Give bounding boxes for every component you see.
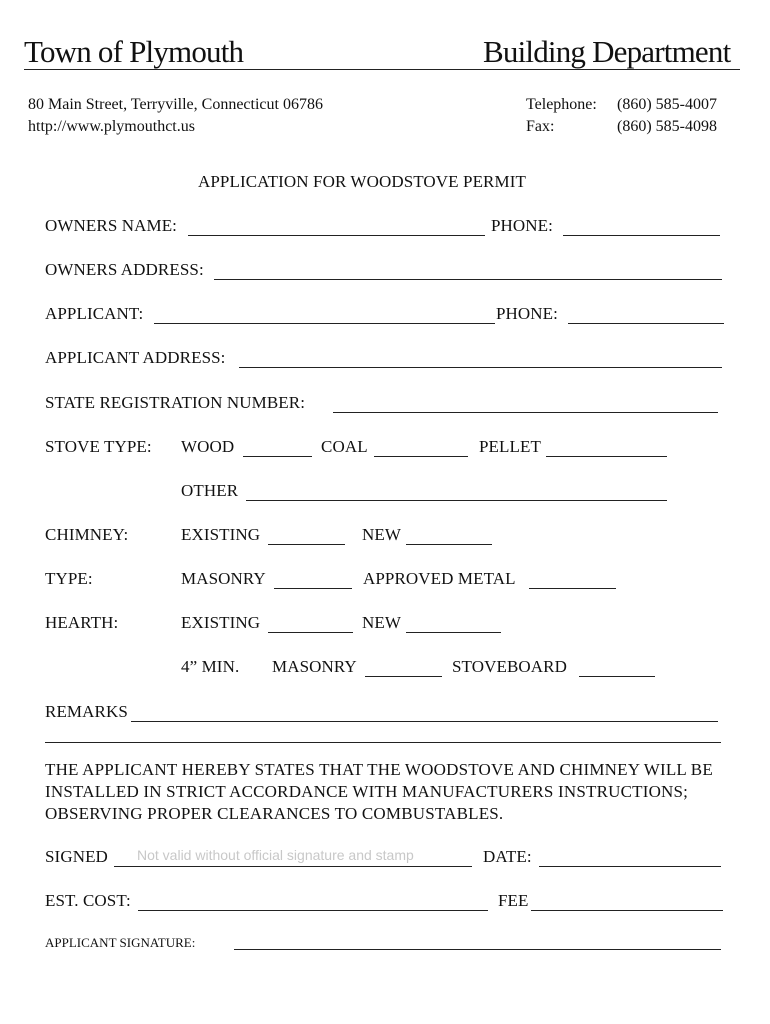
telephone-label: Telephone: (526, 96, 597, 113)
owners-address-label: OWNERS ADDRESS: (45, 260, 204, 279)
owners-name-label: OWNERS NAME: (45, 216, 178, 235)
hearth-existing-field[interactable] (268, 632, 353, 633)
fax-label: Fax: (526, 118, 555, 135)
remarks-field-line-1[interactable] (131, 721, 718, 722)
owner-phone-field[interactable] (563, 235, 720, 236)
town-address: 80 Main Street, Terryville, Connecticut 06786 (28, 96, 323, 113)
coal-field[interactable] (374, 456, 468, 457)
remarks-field-line-2[interactable] (45, 742, 721, 743)
date-field[interactable] (539, 866, 721, 867)
chimney-new-field[interactable] (406, 544, 492, 545)
approved-metal-field[interactable] (529, 588, 616, 589)
chimney-label: CHIMNEY: (45, 525, 129, 544)
applicant-field[interactable] (154, 323, 495, 324)
state-registration-field[interactable] (333, 412, 718, 413)
signed-field[interactable] (114, 866, 472, 867)
department-name: Building Department (483, 34, 731, 69)
hearth-masonry-label: MASONRY (272, 657, 357, 676)
type-masonry-field[interactable] (274, 588, 352, 589)
four-inch-min-label: 4” MIN. (181, 657, 240, 676)
signature-watermark: Not valid without official signature and stamp (137, 847, 414, 863)
chimney-existing-label: EXISTING (181, 525, 261, 544)
approved-metal-label: APPROVED METAL (363, 569, 516, 588)
hearth-existing-label: EXISTING (181, 613, 261, 632)
other-label: OTHER (181, 481, 239, 500)
telephone-value: (860) 585-4007 (617, 96, 717, 113)
applicant-phone-label: PHONE: (496, 304, 558, 323)
applicant-signature-field[interactable] (234, 949, 721, 950)
hearth-masonry-field[interactable] (365, 676, 442, 677)
town-website[interactable]: http://www.plymouthct.us (28, 118, 195, 135)
applicant-phone-field[interactable] (568, 323, 724, 324)
applicant-statement: THE APPLICANT HEREBY STATES THAT THE WOODSTOVE AND CHIMNEY WILL BE INSTALLED IN STRICT ACCORDANCE WITH MANUFACTURERS INSTRUCTIONS; OBSERVING PROPER CLEARANCES TO COMBUSTABLES. (45, 760, 713, 823)
est-cost-label: EST. COST: (45, 891, 131, 910)
chimney-existing-field[interactable] (268, 544, 345, 545)
type-masonry-label: MASONRY (181, 569, 266, 588)
fax-value: (860) 585-4098 (617, 118, 717, 135)
fee-label: FEE (498, 891, 529, 910)
owner-phone-label: PHONE: (491, 216, 553, 235)
state-registration-label: STATE REGISTRATION NUMBER: (45, 393, 306, 412)
applicant-address-label: APPLICANT ADDRESS: (45, 348, 226, 367)
applicant-address-field[interactable] (239, 367, 722, 368)
stove-type-label: STOVE TYPE: (45, 437, 152, 456)
hearth-label: HEARTH: (45, 613, 119, 632)
hearth-new-field[interactable] (406, 632, 501, 633)
wood-label: WOOD (181, 437, 235, 456)
owners-address-field[interactable] (214, 279, 722, 280)
applicant-signature-label: APPLICANT SIGNATURE: (45, 935, 196, 950)
date-label: DATE: (483, 847, 532, 866)
pellet-field[interactable] (546, 456, 667, 457)
other-field[interactable] (246, 500, 667, 501)
owners-name-field[interactable] (188, 235, 485, 236)
remarks-label: REMARKS (45, 702, 128, 721)
header-rule (24, 69, 740, 70)
pellet-label: PELLET (479, 437, 541, 456)
wood-field[interactable] (243, 456, 312, 457)
est-cost-field[interactable] (138, 910, 488, 911)
chimney-new-label: NEW (362, 525, 402, 544)
signed-label: SIGNED (45, 847, 108, 866)
fee-field[interactable] (531, 910, 723, 911)
stoveboard-label: STOVEBOARD (452, 657, 567, 676)
type-label: TYPE: (45, 569, 93, 588)
stoveboard-field[interactable] (579, 676, 655, 677)
form-title: APPLICATION FOR WOODSTOVE PERMIT (198, 172, 526, 191)
hearth-new-label: NEW (362, 613, 402, 632)
applicant-label: APPLICANT: (45, 304, 144, 323)
coal-label: COAL (321, 437, 368, 456)
town-name: Town of Plymouth (24, 34, 244, 69)
